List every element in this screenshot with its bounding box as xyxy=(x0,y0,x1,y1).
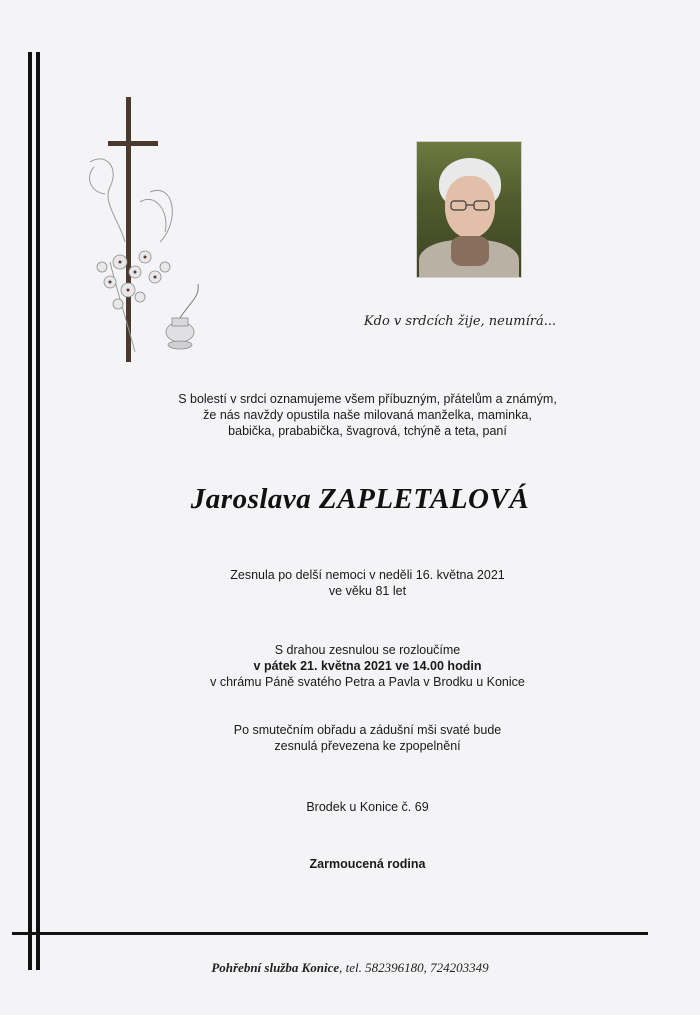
cross-lily-icon xyxy=(80,92,220,367)
announcement-intro: S bolestí v srdci oznamujeme všem příbuzným, přátelům a známým, že nás navždy opustila naše milovaná manželka, maminka, babička, prababička, švagrová, tchýně a teta, paní xyxy=(178,392,557,438)
funeral-service-footer xyxy=(12,960,688,976)
funeral-service-phone: , tel. 582396180, 724203349 xyxy=(339,960,489,975)
deceased-name: Jaroslava ZAPLETALOVÁ xyxy=(190,483,530,515)
address: Brodek u Konice č. 69 xyxy=(306,800,429,814)
death-info: Zesnula po delší nemoci v neděli 16. května 2021 ve věku 81 let xyxy=(230,568,505,598)
funeral-info: S drahou zesnulou se rozloučíme v pátek 21. května 2021 ve 14.00 hodin v chrámu Páně svatého Petra a Pavla v Brodku u Konice xyxy=(80,642,655,690)
cremation-info: Po smutečním obřadu a zádušní mši svaté bude zesnulá převezena ke zpopelnění xyxy=(233,723,502,753)
bottom-divider xyxy=(12,932,648,935)
portrait-photo xyxy=(416,141,522,278)
motto: Kdo v srdcích žije, neumírá... xyxy=(363,314,557,329)
family-signature: Zarmoucená rodina xyxy=(309,857,426,871)
left-border-line xyxy=(28,52,32,970)
funeral-date: v pátek 21. května 2021 ve 14.00 hodin xyxy=(253,659,482,673)
funeral-service-name: Pohřební služba Konice xyxy=(211,960,340,975)
left-border-line-inner xyxy=(36,52,40,970)
